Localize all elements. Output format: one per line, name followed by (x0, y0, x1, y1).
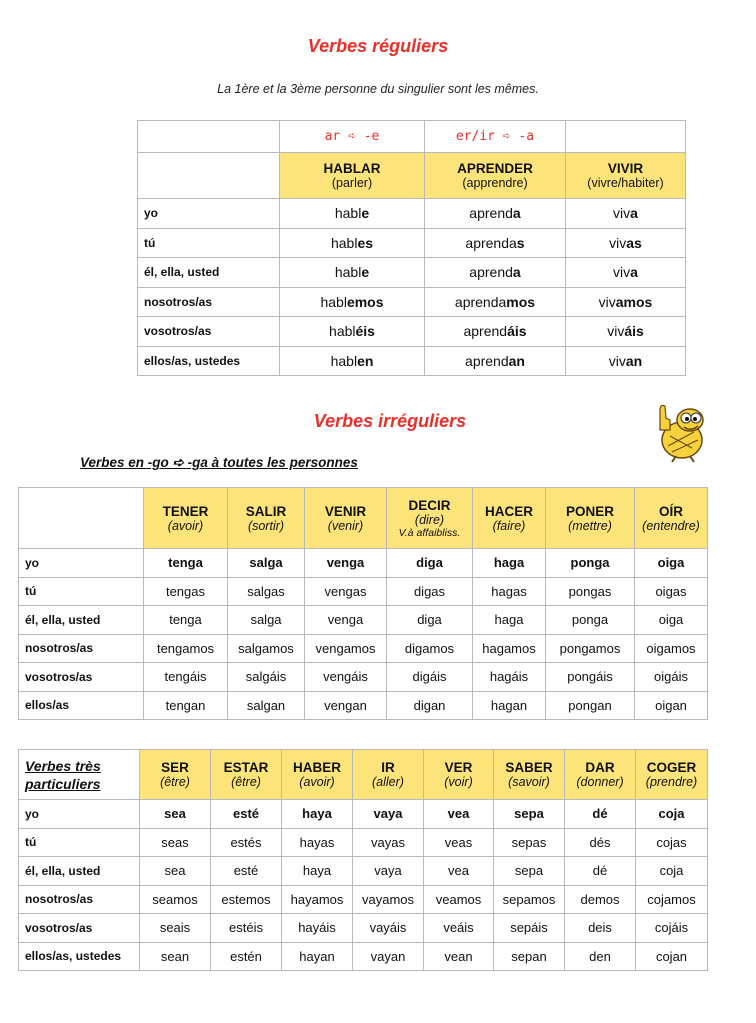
conjugation-cell: hayamos (282, 885, 353, 914)
conjugation-cell: digáis (387, 663, 473, 692)
empty-corner (138, 121, 280, 153)
verb-header-estar (211, 750, 282, 800)
conjugation-cell: oigan (635, 691, 708, 720)
ending: mos (506, 293, 536, 310)
conjugation-cell: vengan (305, 691, 387, 720)
conjugation-cell: tengas (144, 577, 228, 606)
verb-header-decir (387, 488, 473, 549)
verb-name: OÍR (658, 503, 683, 519)
go-ga-subheading: Verbes en -go ➪ -ga à toutes les personnes (80, 455, 358, 470)
verb-header-hablar (280, 153, 425, 199)
conjugation-cell: venga (305, 606, 387, 635)
verb-name: DAR (585, 760, 615, 775)
conjugation-cell: tenga (144, 606, 228, 635)
stem: aprend (463, 323, 508, 340)
conjugation-cell: vayamos (353, 885, 424, 914)
verb-name: APRENDER (457, 161, 533, 176)
person-label: ellos/as, ustedes (138, 346, 280, 376)
verb-header-tener (144, 488, 228, 549)
conjugation-cell: cojan (636, 942, 708, 971)
conjugation-cell: vea (424, 800, 494, 829)
stem: viv (608, 352, 626, 369)
verb-translation: (prendre) (645, 775, 698, 789)
conjugation-cell: tenga (144, 549, 228, 578)
conjugation-cell: estemos (211, 885, 282, 914)
ending: a (630, 264, 638, 281)
conjugation-cell (280, 317, 425, 347)
conjugation-cell: salgáis (228, 663, 305, 692)
ending: emos (346, 293, 384, 310)
conjugation-cell: pongan (546, 691, 635, 720)
conjugation-cell: veáis (424, 914, 494, 943)
conjugation-cell: veamos (424, 885, 494, 914)
verb-header-saber (494, 750, 565, 800)
particular-verbs-table (18, 749, 708, 971)
verb-header-ver (424, 750, 494, 800)
conjugation-cell: hayan (282, 942, 353, 971)
conjugation-cell (280, 199, 425, 229)
verb-translation: (aller) (372, 775, 404, 789)
conjugation-cell (566, 346, 686, 376)
verb-name: DECIR (408, 497, 451, 513)
conjugation-cell: diga (387, 606, 473, 635)
conjugation-cell (280, 228, 425, 258)
verb-header-aprender (425, 153, 566, 199)
conjugation-cell: sepan (494, 942, 565, 971)
conjugation-cell: diga (387, 549, 473, 578)
conjugation-cell: haga (473, 606, 546, 635)
ending: as (626, 234, 642, 251)
particular-verbs-heading (19, 750, 140, 800)
empty-corner (138, 153, 280, 199)
verb-name: ESTAR (223, 760, 269, 775)
ending: e (361, 264, 370, 281)
conjugation-cell: sea (140, 857, 211, 886)
verb-name: SABER (505, 760, 553, 775)
conjugation-cell: ponga (546, 606, 635, 635)
conjugation-cell (425, 287, 566, 317)
conjugation-cell (566, 317, 686, 347)
verb-header-ir (353, 750, 424, 800)
conjugation-cell: tengáis (144, 663, 228, 692)
conjugation-cell: salgas (228, 577, 305, 606)
conjugation-cell: veas (424, 828, 494, 857)
table-row (19, 691, 708, 720)
person-label: tú (19, 577, 144, 606)
cartoon-mascot-thumbs-up-icon (646, 398, 714, 464)
verb-name: SALIR (245, 503, 287, 519)
person-label: tú (19, 828, 140, 857)
conjugation-cell: hayas (282, 828, 353, 857)
conjugation-cell: den (565, 942, 636, 971)
conjugation-cell: esté (211, 800, 282, 829)
ending: en (357, 352, 374, 369)
verb-translation: (voir) (444, 775, 473, 789)
conjugation-cell: dé (565, 857, 636, 886)
verb-header-ser (140, 750, 211, 800)
conjugation-cell: vengáis (305, 663, 387, 692)
person-label: ellos/as, ustedes (19, 942, 140, 971)
conjugation-cell: sepa (494, 800, 565, 829)
verb-translation: (apprendre) (462, 176, 528, 190)
rule-ar: ar ➪ -e (280, 121, 425, 153)
table-row (138, 199, 686, 229)
conjugation-cell (280, 346, 425, 376)
table-row (138, 346, 686, 376)
conjugation-cell: sepas (494, 828, 565, 857)
conjugation-cell: oigamos (635, 634, 708, 663)
verb-name: VER (444, 760, 473, 775)
stem: habl (330, 352, 358, 369)
conjugation-cell: tengamos (144, 634, 228, 663)
verb-translation: (vivre/habiter) (587, 176, 664, 190)
verb-header-coger (636, 750, 708, 800)
verb-translation: (être) (231, 775, 261, 789)
ending: e (361, 205, 370, 222)
verb-name: IR (381, 760, 395, 775)
verb-name: HABER (292, 760, 341, 775)
table-row (19, 914, 708, 943)
ending: áis (507, 323, 527, 340)
verb-translation: (faire) (492, 518, 526, 533)
conjugation-cell: vayas (353, 828, 424, 857)
verb-header-dar (565, 750, 636, 800)
person-label: yo (19, 549, 144, 578)
regular-verbs-subtitle: La 1ère et la 3ème personne du singulier sont les mêmes. (217, 82, 539, 96)
conjugation-cell: seamos (140, 885, 211, 914)
conjugation-cell: estéis (211, 914, 282, 943)
conjugation-cell: vayáis (353, 914, 424, 943)
table-row (19, 885, 708, 914)
conjugation-cell: vaya (353, 857, 424, 886)
verb-header-poner (546, 488, 635, 549)
verb-translation: (venir) (327, 518, 364, 533)
person-label: vosotros/as (19, 663, 144, 692)
ending: a (630, 205, 638, 222)
conjugation-cell: coja (636, 857, 708, 886)
table-row (19, 634, 708, 663)
conjugation-cell: sepáis (494, 914, 565, 943)
stem: viv (613, 264, 631, 281)
conjugation-cell: vayan (353, 942, 424, 971)
conjugation-cell: hagan (473, 691, 546, 720)
conjugation-cell: tengan (144, 691, 228, 720)
stem: habl (334, 264, 362, 281)
verb-translation: (avoir) (299, 775, 335, 789)
ending: an (625, 352, 643, 369)
table-row (138, 317, 686, 347)
empty-corner (19, 488, 144, 549)
irregular-verbs-title: Verbes irréguliers (313, 411, 467, 431)
verb-translation: (mettre) (568, 518, 612, 533)
person-label: él, ella, usted (138, 258, 280, 288)
person-label: nosotros/as (19, 885, 140, 914)
verb-translation: (sortir) (247, 518, 285, 533)
table-row (19, 828, 708, 857)
verb-name: COGER (646, 760, 697, 775)
verb-name: TENER (162, 503, 209, 519)
table-row (19, 663, 708, 692)
conjugation-cell: sean (140, 942, 211, 971)
conjugation-cell: oigáis (635, 663, 708, 692)
person-label: nosotros/as (19, 634, 144, 663)
rule-er-ir: er/ir ➪ -a (425, 121, 566, 153)
conjugation-cell: pongáis (546, 663, 635, 692)
verb-header-venir (305, 488, 387, 549)
conjugation-cell: hagamos (473, 634, 546, 663)
verb-translation: (être) (160, 775, 190, 789)
verb-header-salir (228, 488, 305, 549)
conjugation-cell: hayáis (282, 914, 353, 943)
table-row (138, 258, 686, 288)
ending: a (512, 205, 521, 222)
conjugation-cell: vengas (305, 577, 387, 606)
conjugation-cell (566, 228, 686, 258)
conjugation-cell: hagas (473, 577, 546, 606)
verb-translation: (parler) (331, 176, 373, 190)
conjugation-cell: vengamos (305, 634, 387, 663)
conjugation-cell: haya (282, 857, 353, 886)
conjugation-cell (566, 287, 686, 317)
conjugation-cell: ponga (546, 549, 635, 578)
verb-translation: (dire) (414, 512, 445, 527)
conjugation-cell (425, 199, 566, 229)
table-row (138, 228, 686, 258)
conjugation-cell: sepa (494, 857, 565, 886)
verb-header-haber (282, 750, 353, 800)
conjugation-cell: salga (228, 606, 305, 635)
verb-translation: (donner) (576, 775, 624, 789)
conjugation-cell: pongamos (546, 634, 635, 663)
stem: habl (320, 293, 347, 310)
person-label: yo (138, 199, 280, 229)
person-label: nosotros/as (138, 287, 280, 317)
conjugation-cell: haga (473, 549, 546, 578)
table-row (19, 857, 708, 886)
table-row (19, 942, 708, 971)
conjugation-cell: salgan (228, 691, 305, 720)
stem: aprend (469, 264, 513, 281)
conjugation-cell: seais (140, 914, 211, 943)
conjugation-cell: coja (636, 800, 708, 829)
verb-name: SER (161, 760, 189, 775)
person-label: vosotros/as (138, 317, 280, 347)
conjugation-cell: haya (282, 800, 353, 829)
conjugation-cell: dés (565, 828, 636, 857)
conjugation-cell: cojáis (636, 914, 708, 943)
verb-translation: (avoir) (167, 518, 204, 533)
verb-name: VENIR (324, 503, 367, 519)
regular-verbs-table (137, 120, 686, 376)
conjugation-cell: pongas (546, 577, 635, 606)
verb-translation: (entendre) (642, 518, 700, 533)
conjugation-cell: cojamos (636, 885, 708, 914)
conjugation-cell: dé (565, 800, 636, 829)
conjugation-cell: vean (424, 942, 494, 971)
stem: habl (330, 234, 358, 251)
stem: viv (598, 293, 616, 310)
conjugation-cell: hagáis (473, 663, 546, 692)
stem: habl (329, 323, 356, 340)
ending: an (508, 352, 525, 369)
conjugation-cell: deis (565, 914, 636, 943)
stem: aprenda (465, 234, 517, 251)
conjugation-cell: oiga (635, 549, 708, 578)
conjugation-cell: sea (140, 800, 211, 829)
conjugation-cell (425, 258, 566, 288)
table-row (138, 287, 686, 317)
conjugation-cell (566, 258, 686, 288)
table-row (19, 549, 708, 578)
conjugation-cell (280, 258, 425, 288)
stem: aprenda (454, 293, 507, 310)
stem: aprend (469, 205, 513, 222)
stem: viv (613, 205, 631, 222)
conjugation-cell: demos (565, 885, 636, 914)
stem: habl (334, 205, 362, 222)
verb-translation: (savoir) (508, 775, 550, 789)
table-row (19, 606, 708, 635)
conjugation-cell: venga (305, 549, 387, 578)
conjugation-cell: vaya (353, 800, 424, 829)
person-label: tú (138, 228, 280, 258)
conjugation-cell (425, 228, 566, 258)
regular-verbs-title: Verbes réguliers (307, 36, 449, 56)
verb-name: HABLAR (323, 161, 381, 176)
heading-line-2: particuliers (25, 775, 101, 792)
conjugation-cell: digamos (387, 634, 473, 663)
person-label: yo (19, 800, 140, 829)
irregular-verbs-table (18, 487, 708, 720)
conjugation-cell: cojas (636, 828, 708, 857)
ending: a (512, 264, 521, 281)
conjugation-cell (425, 346, 566, 376)
conjugation-cell: oigas (635, 577, 708, 606)
conjugation-cell: estén (211, 942, 282, 971)
conjugation-cell (566, 199, 686, 229)
empty-cell (566, 121, 686, 153)
conjugation-cell: oiga (635, 606, 708, 635)
conjugation-cell (425, 317, 566, 347)
verb-header-vivir (566, 153, 686, 199)
person-label: vosotros/as (19, 914, 140, 943)
table-row (19, 800, 708, 829)
verb-name: PONER (565, 503, 614, 519)
verb-header-oír (635, 488, 708, 549)
table-row (19, 577, 708, 606)
stem: viv (609, 234, 627, 251)
ending: amos (615, 293, 653, 310)
conjugation-cell (280, 287, 425, 317)
heading-line-1: Verbes très (25, 757, 101, 774)
ending: s (516, 234, 525, 251)
ending: áis (624, 323, 644, 340)
conjugation-cell: sepamos (494, 885, 565, 914)
verb-note: V.à affaibliss. (398, 526, 461, 539)
person-label: ellos/as (19, 691, 144, 720)
stem: viv (607, 323, 625, 340)
conjugation-cell: salga (228, 549, 305, 578)
conjugation-cell: esté (211, 857, 282, 886)
verb-name: HACER (484, 503, 533, 519)
person-label: él, ella, usted (19, 857, 140, 886)
verb-name: VIVIR (607, 161, 644, 176)
stem: aprend (465, 352, 509, 369)
person-label: él, ella, usted (19, 606, 144, 635)
ending: es (357, 234, 374, 251)
conjugation-cell: digas (387, 577, 473, 606)
conjugation-cell: vea (424, 857, 494, 886)
conjugation-cell: estés (211, 828, 282, 857)
verb-header-hacer (473, 488, 546, 549)
ending: éis (355, 323, 375, 340)
conjugation-cell: seas (140, 828, 211, 857)
conjugation-cell: salgamos (228, 634, 305, 663)
conjugation-cell: digan (387, 691, 473, 720)
